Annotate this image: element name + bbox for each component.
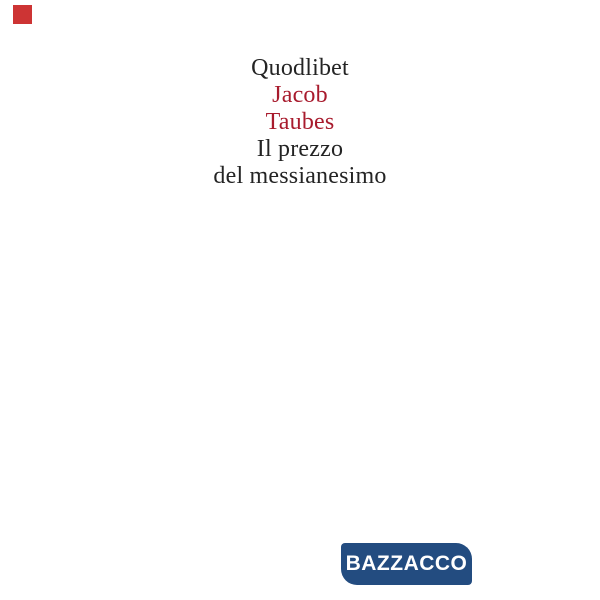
bazzacco-badge-label: BAZZACCO <box>345 552 468 575</box>
bazzacco-badge <box>341 543 472 585</box>
cover-title-block <box>0 55 600 190</box>
book-title-line-1: Il prezzo <box>256 136 344 162</box>
book-title-line-2: del messianesimo <box>213 163 387 189</box>
author-last-name: Taubes <box>265 109 335 135</box>
author-first-name: Jacob <box>272 82 328 108</box>
publisher-name: Quodlibet <box>251 55 349 81</box>
red-corner-marker <box>13 5 32 24</box>
